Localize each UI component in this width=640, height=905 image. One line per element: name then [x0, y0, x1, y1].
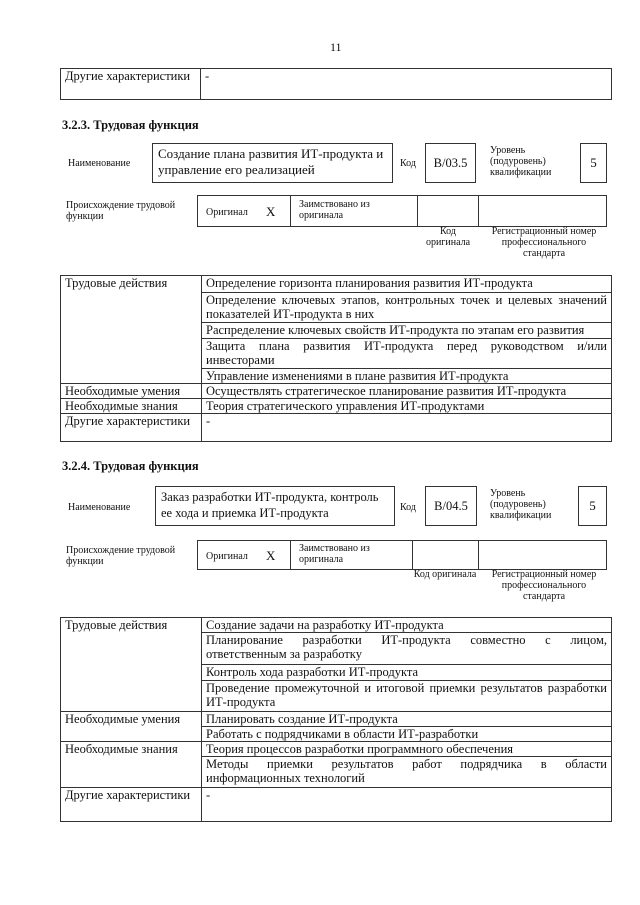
name-label: Наименование	[68, 158, 131, 169]
orig-code-label: Код оригинала	[413, 569, 477, 580]
code-label: Код	[400, 158, 416, 169]
orig-code-label: Код оригинала	[425, 226, 471, 248]
level-label: Уровень (подуровень) квалификации	[490, 488, 552, 521]
origin-label: Происхождение трудовой функции	[66, 200, 176, 222]
knowledge-item: Теория стратегического управления ИТ-продуктами	[202, 399, 612, 414]
knowledge-label: Необходимые знания	[61, 742, 202, 788]
section-heading: 3.2.4. Трудовая функция	[62, 459, 199, 473]
orig-code-cell	[412, 540, 479, 570]
skill-item: Работать с подрядчиками в области ИТ-разработки	[202, 727, 612, 742]
function-name: Заказ разработки ИТ-продукта, контроль ее хода и приемка ИТ-продукта	[155, 486, 395, 526]
other-label: Другие характеристики	[61, 69, 201, 100]
other-value: -	[202, 414, 612, 442]
top-table	[60, 68, 612, 100]
borrowed-label: Заимствовано из оригинала	[290, 195, 418, 227]
function-table	[60, 275, 612, 442]
page-number: 11	[330, 40, 342, 54]
reg-number-label: Регистрационный номер профессионального стандарта	[491, 226, 597, 259]
skills-label: Необходимые умения	[61, 712, 202, 742]
action-item: Определение ключевых этапов, контрольных точек и целевых значений показателей ИТ-продукта в них	[202, 293, 612, 323]
function-name: Создание плана развития ИТ-продукта и управление его реализацией	[152, 143, 393, 183]
other-label: Другие характеристики	[61, 788, 202, 822]
skill-item: Осуществлять стратегическое планирование развития ИТ-продукта	[202, 384, 612, 399]
function-table	[60, 617, 612, 822]
level-label: Уровень (подуровень) квалификации	[490, 145, 552, 178]
code-value: B/04.5	[425, 486, 477, 526]
knowledge-item: Теория процессов разработки программного обеспечения	[202, 742, 612, 757]
other-value: -	[202, 788, 612, 822]
actions-label: Трудовые действия	[61, 276, 202, 384]
action-item: Защита плана развития ИТ-продукта перед руководством и/или инвесторами	[202, 339, 612, 369]
original-mark: X	[266, 548, 276, 563]
original-mark: X	[266, 204, 276, 219]
name-label: Наименование	[68, 502, 131, 513]
origin-label: Происхождение трудовой функции	[66, 545, 176, 567]
level-value: 5	[580, 143, 607, 183]
knowledge-label: Необходимые знания	[61, 399, 202, 414]
original-label: Оригинал	[206, 207, 248, 218]
skills-label: Необходимые умения	[61, 384, 202, 399]
action-item: Создание задачи на разработку ИТ-продукта	[202, 618, 612, 633]
action-item: Управление изменениями в плане развития ИТ-продукта	[202, 369, 612, 384]
borrowed-label: Заимствовано из оригинала	[290, 540, 413, 570]
orig-code-cell	[417, 195, 479, 227]
actions-label: Трудовые действия	[61, 618, 202, 712]
code-value: B/03.5	[425, 143, 476, 183]
action-item: Распределение ключевых свойств ИТ-продукта по этапам его развития	[202, 323, 612, 339]
knowledge-item: Методы приемки результатов работ подрядчика в области информационных технологий	[202, 757, 612, 788]
action-item: Контроль хода разработки ИТ-продукта	[202, 665, 612, 681]
other-label: Другие характеристики	[61, 414, 202, 442]
original-cell	[197, 540, 291, 570]
original-cell	[197, 195, 291, 227]
action-item: Проведение промежуточной и итоговой приемки результатов разработки ИТ-продукта	[202, 681, 612, 712]
reg-number-cell	[478, 540, 607, 570]
action-item: Определение горизонта планирования развития ИТ-продукта	[202, 276, 612, 293]
level-value: 5	[578, 486, 607, 526]
skill-item: Планировать создание ИТ-продукта	[202, 712, 612, 727]
reg-number-label: Регистрационный номер профессионального стандарта	[491, 569, 597, 602]
original-label: Оригинал	[206, 551, 248, 562]
reg-number-cell	[478, 195, 607, 227]
action-item: Планирование разработки ИТ-продукта совместно с лицом, ответственным за разработку	[202, 633, 612, 665]
code-label: Код	[400, 502, 416, 513]
section-heading: 3.2.3. Трудовая функция	[62, 118, 199, 132]
other-value: -	[201, 69, 612, 100]
